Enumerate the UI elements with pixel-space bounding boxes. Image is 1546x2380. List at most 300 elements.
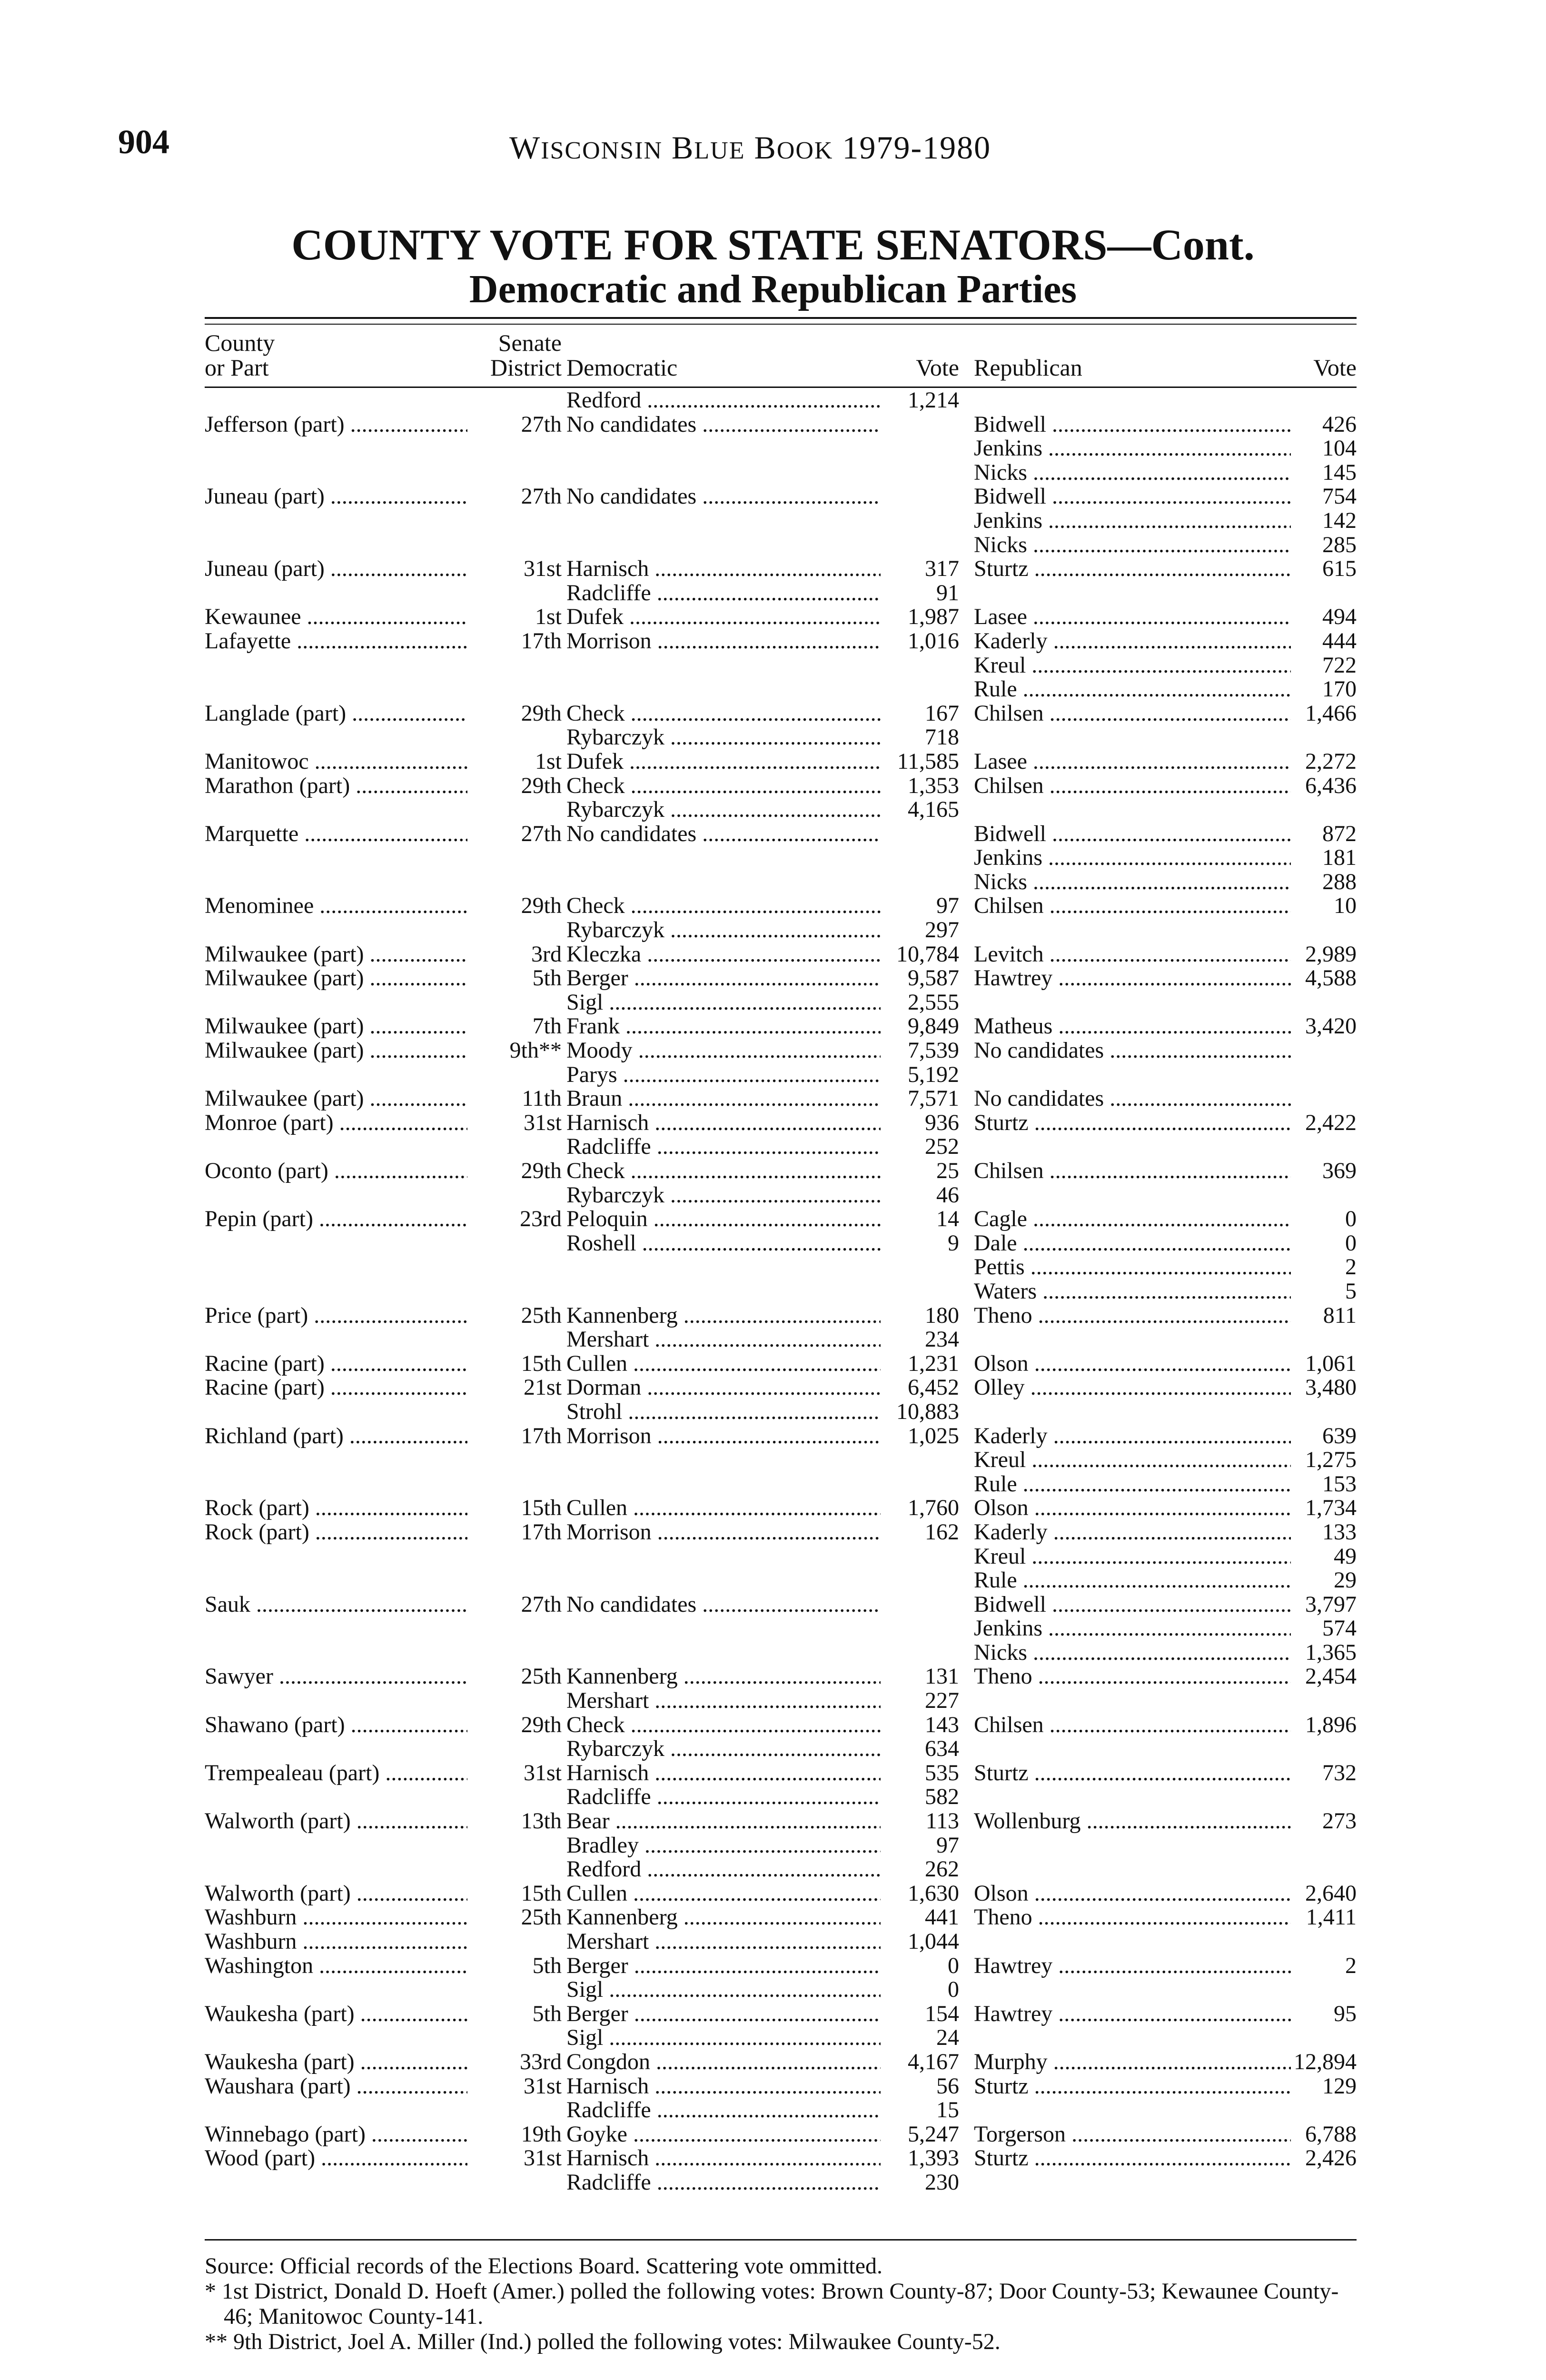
republican-candidate — [974, 461, 1291, 485]
district-cell — [467, 1593, 562, 1617]
democratic-candidate-text: Kannenberg ..... — [566, 1905, 881, 1930]
republican-vote — [1291, 1713, 1357, 1737]
footnote-2: ** 9th District, Joel A. Miller (Ind.) polled the following votes: Milwaukee County-52. — [205, 2329, 1001, 2354]
democratic-vote-text: 441 — [925, 1905, 959, 1930]
district-cell-text: 27th — [521, 485, 562, 509]
democratic-vote-text: 7,539 — [908, 1039, 959, 1063]
county-cell-text: Marquette ..... — [205, 822, 467, 846]
republican-candidate-text: Lasee ..... — [974, 605, 1291, 629]
county-cell — [205, 413, 467, 437]
democratic-vote — [881, 1063, 959, 1087]
republican-vote — [1291, 1905, 1357, 1930]
democratic-candidate — [566, 1496, 881, 1520]
democratic-candidate-text: Berger ..... — [566, 2002, 881, 2026]
republican-vote — [1291, 2122, 1357, 2147]
democratic-candidate-text: Mershart ..... — [566, 1328, 881, 1352]
democratic-vote — [881, 1857, 959, 1882]
democratic-vote-text: 1,630 — [908, 1881, 959, 1906]
district-cell — [467, 2074, 562, 2099]
democratic-vote — [881, 2074, 959, 2099]
table-row — [205, 1279, 1357, 1304]
district-cell — [467, 413, 562, 437]
democratic-vote-text: 1,016 — [908, 629, 959, 654]
republican-vote — [1291, 822, 1357, 846]
county-cell-text: Rock (part) ..... — [205, 1496, 467, 1520]
republican-candidate-text: Chilsen ..... — [974, 1159, 1291, 1183]
republican-vote — [1291, 1809, 1357, 1834]
district-cell — [467, 1111, 562, 1135]
democratic-vote-text: 113 — [925, 1809, 959, 1834]
democratic-vote — [881, 1087, 959, 1111]
democratic-candidate-text: Roshell ..... — [566, 1231, 881, 1256]
table-row — [205, 702, 1357, 726]
democratic-vote-text: 1,353 — [908, 774, 959, 798]
table-body — [205, 388, 1357, 2195]
republican-candidate — [974, 629, 1291, 654]
republican-vote-text: 6,436 — [1305, 774, 1357, 798]
district-cell — [467, 1087, 562, 1111]
democratic-candidate-text: Radcliffe ..... — [566, 2171, 881, 2195]
district-cell — [467, 1665, 562, 1689]
county-cell-text: Pepin (part) ..... — [205, 1207, 467, 1231]
republican-candidate — [974, 2122, 1291, 2147]
democratic-vote-text: 5,192 — [908, 1062, 959, 1087]
republican-candidate — [974, 1376, 1291, 1400]
republican-candidate — [974, 702, 1291, 726]
republican-vote-text: 142 — [1322, 508, 1357, 533]
county-cell — [205, 750, 467, 774]
table-row — [205, 2122, 1357, 2147]
democratic-vote-text: 582 — [925, 1785, 959, 1810]
republican-candidate-text: Lasee ..... — [974, 750, 1291, 774]
county-cell — [205, 605, 467, 629]
democratic-candidate — [566, 942, 881, 967]
county-cell-text: Langlade (part) ..... — [205, 702, 467, 726]
county-cell-text: Waushara (part) ..... — [205, 2074, 467, 2099]
district-cell-text: 29th — [521, 774, 562, 798]
source-notes — [205, 2253, 1366, 2354]
table-row — [205, 461, 1357, 485]
democratic-candidate — [566, 388, 881, 413]
republican-candidate-text: Theno ..... — [974, 1665, 1291, 1689]
table-row — [205, 533, 1357, 557]
republican-candidate-text: Bidwell ..... — [974, 413, 1291, 437]
county-cell-text: Manitowoc ..... — [205, 750, 467, 774]
county-cell — [205, 629, 467, 654]
democratic-candidate — [566, 581, 881, 605]
county-cell — [205, 1039, 467, 1063]
county-cell-text: Trempealeau (part) ..... — [205, 1761, 467, 1785]
county-cell — [205, 485, 467, 509]
republican-candidate — [974, 1207, 1291, 1231]
county-cell — [205, 2074, 467, 2099]
republican-candidate — [974, 894, 1291, 918]
democratic-candidate-text: Dufek ..... — [566, 750, 881, 774]
district-cell — [467, 1376, 562, 1400]
republican-vote-text: 426 — [1322, 412, 1357, 437]
county-cell — [205, 1352, 467, 1376]
republican-candidate — [974, 1424, 1291, 1448]
county-cell — [205, 702, 467, 726]
district-cell — [467, 1039, 562, 1063]
republican-candidate-text: Sturtz ..... — [974, 1761, 1291, 1785]
democratic-candidate — [566, 1665, 881, 1689]
county-cell — [205, 1665, 467, 1689]
table-row — [205, 1930, 1357, 1954]
democratic-candidate — [566, 1183, 881, 1208]
county-cell-text: Racine (part) ..... — [205, 1352, 467, 1376]
democratic-candidate — [566, 1014, 881, 1039]
democratic-vote-text: 143 — [925, 1713, 959, 1737]
table-row — [205, 1520, 1357, 1545]
democratic-vote-text: 230 — [925, 2170, 959, 2195]
district-cell-text: 27th — [521, 1592, 562, 1617]
republican-candidate-text: Sturtz ..... — [974, 1111, 1291, 1135]
table-row — [205, 388, 1357, 413]
republican-vote-text: 444 — [1322, 629, 1357, 654]
county-cell-text: Milwaukee (part) ..... — [205, 1087, 467, 1111]
republican-candidate — [974, 557, 1291, 581]
democratic-candidate-text: No candidates ..... — [566, 1593, 881, 1617]
republican-candidate — [974, 1665, 1291, 1689]
democratic-vote — [881, 1930, 959, 1954]
democratic-candidate-text: No candidates ..... — [566, 485, 881, 509]
district-cell-text: 5th — [532, 2002, 562, 2026]
democratic-vote-text: 2,555 — [908, 990, 959, 1015]
republican-candidate — [974, 1954, 1291, 1978]
republican-candidate-text: Matheus ..... — [974, 1014, 1291, 1039]
table-row — [205, 942, 1357, 967]
democratic-candidate-text: Rybarczyk ..... — [566, 918, 881, 942]
democratic-vote — [881, 1496, 959, 1520]
republican-candidate — [974, 1713, 1291, 1737]
table-row — [205, 413, 1357, 437]
republican-candidate-text: Dale ..... — [974, 1231, 1291, 1256]
democratic-candidate — [566, 1978, 881, 2002]
republican-vote — [1291, 629, 1357, 654]
county-cell — [205, 2146, 467, 2171]
republican-vote — [1291, 2002, 1357, 2026]
democratic-vote-text: 4,165 — [908, 798, 959, 822]
republican-vote — [1291, 485, 1357, 509]
district-cell — [467, 1496, 562, 1520]
table-row — [205, 1689, 1357, 1713]
republican-candidate — [974, 1014, 1291, 1039]
democratic-candidate — [566, 2026, 881, 2050]
county-cell — [205, 1593, 467, 1617]
county-cell — [205, 942, 467, 967]
republican-vote-text: 574 — [1322, 1616, 1357, 1641]
county-cell — [205, 1905, 467, 1930]
table-row — [205, 1882, 1357, 1906]
county-cell-text: Sauk ..... — [205, 1593, 467, 1617]
republican-candidate — [974, 654, 1291, 678]
democratic-candidate — [566, 2146, 881, 2171]
democratic-candidate-text: Radcliffe ..... — [566, 1135, 881, 1159]
republican-vote — [1291, 1424, 1357, 1448]
district-cell-text: 31st — [523, 2074, 562, 2099]
republican-candidate — [974, 413, 1291, 437]
democratic-vote-text: 162 — [925, 1520, 959, 1545]
table-row — [205, 966, 1357, 991]
header-democratic: Democratic — [566, 354, 678, 381]
democratic-vote — [881, 1328, 959, 1352]
republican-vote-text: 285 — [1322, 533, 1357, 557]
democratic-candidate-text: Congdon ..... — [566, 2050, 881, 2074]
democratic-candidate-text: Bradley ..... — [566, 1834, 881, 1858]
county-cell-text: Milwaukee (part) ..... — [205, 942, 467, 967]
democratic-candidate — [566, 1593, 881, 1617]
republican-candidate — [974, 2146, 1291, 2171]
republican-candidate — [974, 966, 1291, 991]
county-cell — [205, 1761, 467, 1785]
bottom-rule — [205, 2239, 1357, 2241]
republican-candidate — [974, 1039, 1291, 1063]
county-cell-text: Washburn ..... — [205, 1930, 467, 1954]
district-cell-text: 5th — [532, 1954, 562, 1978]
democratic-candidate — [566, 605, 881, 629]
republican-vote — [1291, 1207, 1357, 1231]
republican-vote-text: 1,734 — [1305, 1496, 1357, 1520]
democratic-candidate — [566, 1930, 881, 1954]
county-cell-text: Racine (part) ..... — [205, 1376, 467, 1400]
republican-candidate-text: Cagle ..... — [974, 1207, 1291, 1231]
table-row — [205, 677, 1357, 702]
democratic-vote-text: 9,587 — [908, 966, 959, 991]
democratic-candidate — [566, 894, 881, 918]
republican-candidate — [974, 1472, 1291, 1497]
republican-vote-text: 2,454 — [1305, 1665, 1357, 1689]
democratic-candidate-text: Harnisch ..... — [566, 557, 881, 581]
democratic-candidate-text: Moody ..... — [566, 1039, 881, 1063]
democratic-vote — [881, 1159, 959, 1183]
democratic-vote — [881, 388, 959, 413]
republican-vote-text: 2,272 — [1305, 749, 1357, 774]
table-row — [205, 1568, 1357, 1593]
republican-vote — [1291, 413, 1357, 437]
table-row — [205, 1545, 1357, 1569]
district-cell-text: 31st — [523, 557, 562, 581]
district-cell-text: 29th — [521, 1159, 562, 1183]
democratic-candidate — [566, 1424, 881, 1448]
democratic-candidate-text: Check ..... — [566, 1159, 881, 1183]
table-row — [205, 798, 1357, 822]
democratic-vote — [881, 1400, 959, 1424]
republican-vote-text: 10 — [1334, 894, 1357, 919]
district-cell — [467, 2002, 562, 2026]
democratic-candidate-text: No candidates ..... — [566, 822, 881, 846]
republican-vote-text: 104 — [1322, 436, 1357, 461]
republican-vote-text: 2,989 — [1305, 942, 1357, 967]
democratic-vote-text: 10,784 — [896, 942, 959, 967]
democratic-candidate-text: Check ..... — [566, 702, 881, 726]
democratic-vote — [881, 605, 959, 629]
republican-candidate-text: Jenkins ..... — [974, 1616, 1291, 1641]
republican-candidate — [974, 1520, 1291, 1545]
democratic-candidate — [566, 1135, 881, 1159]
republican-vote-text: 133 — [1322, 1520, 1357, 1545]
democratic-candidate — [566, 1328, 881, 1352]
district-cell-text: 29th — [521, 701, 562, 726]
table-row — [205, 2074, 1357, 2099]
republican-vote-text: 2,426 — [1305, 2146, 1357, 2171]
republican-vote-text: 2 — [1345, 1954, 1357, 1978]
democratic-vote-text: 10,883 — [896, 1399, 959, 1424]
democratic-candidate-text: Rybarczyk ..... — [566, 798, 881, 822]
republican-candidate-text: Murphy ..... — [974, 2050, 1291, 2074]
democratic-vote — [881, 2026, 959, 2050]
district-cell — [467, 702, 562, 726]
republican-candidate-text: Rule ..... — [974, 677, 1291, 702]
county-cell-text: Milwaukee (part) ..... — [205, 966, 467, 991]
democratic-candidate — [566, 485, 881, 509]
democratic-vote-text: 1,044 — [908, 1930, 959, 1954]
republican-vote-text: 1,896 — [1305, 1713, 1357, 1737]
democratic-candidate — [566, 2002, 881, 2026]
district-cell-text: 15th — [521, 1881, 562, 1906]
democratic-candidate — [566, 2074, 881, 2099]
republican-vote — [1291, 702, 1357, 726]
district-cell — [467, 1761, 562, 1785]
republican-vote-text: 1,275 — [1305, 1448, 1357, 1472]
table-header — [205, 328, 1357, 388]
republican-vote — [1291, 1231, 1357, 1256]
democratic-candidate — [566, 822, 881, 846]
democratic-candidate-text: Berger ..... — [566, 966, 881, 991]
republican-vote — [1291, 605, 1357, 629]
table-row — [205, 1159, 1357, 1183]
county-cell-text: Walworth (part) ..... — [205, 1882, 467, 1906]
democratic-vote-text: 1,393 — [908, 2146, 959, 2171]
republican-candidate-text: Theno ..... — [974, 1304, 1291, 1328]
republican-vote — [1291, 677, 1357, 702]
democratic-candidate — [566, 2098, 881, 2122]
county-cell-text: Waukesha (part) ..... — [205, 2002, 467, 2026]
republican-candidate-text: Hawtrey ..... — [974, 966, 1291, 991]
district-cell — [467, 942, 562, 967]
democratic-vote — [881, 1809, 959, 1834]
republican-candidate-text: Chilsen ..... — [974, 1713, 1291, 1737]
district-cell — [467, 2146, 562, 2171]
district-cell-text: 21st — [523, 1376, 562, 1400]
democratic-vote — [881, 629, 959, 654]
county-cell — [205, 2122, 467, 2147]
democratic-vote — [881, 1304, 959, 1328]
table-row — [205, 436, 1357, 461]
democratic-candidate — [566, 1063, 881, 1087]
header-district-2: District — [490, 354, 562, 381]
republican-vote — [1291, 1593, 1357, 1617]
democratic-vote-text: 718 — [925, 725, 959, 750]
table-row — [205, 2026, 1357, 2050]
democratic-vote — [881, 1039, 959, 1063]
republican-vote — [1291, 1545, 1357, 1569]
republican-candidate-text: Theno ..... — [974, 1905, 1291, 1930]
republican-candidate — [974, 1882, 1291, 1906]
democratic-vote-text: 252 — [925, 1135, 959, 1159]
democratic-candidate — [566, 1882, 881, 1906]
republican-candidate-text: Chilsen ..... — [974, 774, 1291, 798]
democratic-vote-text: 14 — [936, 1207, 959, 1231]
democratic-vote — [881, 702, 959, 726]
democratic-candidate — [566, 1352, 881, 1376]
republican-vote-text: 1,365 — [1305, 1640, 1357, 1665]
democratic-vote-text: 1,214 — [908, 388, 959, 413]
district-cell — [467, 605, 562, 629]
republican-vote-text: 12,894 — [1294, 2050, 1357, 2074]
democratic-vote-text: 262 — [925, 1857, 959, 1882]
county-cell-text: Marathon (part) ..... — [205, 774, 467, 798]
republican-vote — [1291, 966, 1357, 991]
county-cell-text: Menominee ..... — [205, 894, 467, 918]
county-cell-text: Oconto (part) ..... — [205, 1159, 467, 1183]
democratic-vote-text: 1,025 — [908, 1424, 959, 1448]
republican-vote — [1291, 1496, 1357, 1520]
table-row — [205, 605, 1357, 629]
republican-candidate — [974, 1231, 1291, 1256]
republican-vote — [1291, 846, 1357, 870]
democratic-vote — [881, 966, 959, 991]
democratic-candidate — [566, 798, 881, 822]
republican-candidate — [974, 1641, 1291, 1665]
democratic-candidate — [566, 1905, 881, 1930]
democratic-candidate — [566, 1520, 881, 1545]
county-cell — [205, 822, 467, 846]
district-cell — [467, 1905, 562, 1930]
republican-vote-text: 181 — [1322, 846, 1357, 870]
republican-candidate — [974, 1809, 1291, 1834]
republican-vote-text: 145 — [1322, 460, 1357, 485]
republican-vote — [1291, 942, 1357, 967]
county-cell-text: Rock (part) ..... — [205, 1520, 467, 1545]
republican-candidate — [974, 1545, 1291, 1569]
democratic-candidate — [566, 629, 881, 654]
democratic-vote — [881, 1376, 959, 1400]
democratic-candidate — [566, 1231, 881, 1256]
table-row — [205, 846, 1357, 870]
table-row — [205, 557, 1357, 581]
democratic-vote-text: 297 — [925, 918, 959, 942]
county-cell — [205, 1111, 467, 1135]
democratic-candidate — [566, 918, 881, 942]
democratic-candidate-text: Dorman ..... — [566, 1376, 881, 1400]
republican-vote-text: 0 — [1345, 1207, 1357, 1231]
republican-candidate — [974, 509, 1291, 533]
democratic-candidate — [566, 1689, 881, 1713]
county-cell — [205, 1304, 467, 1328]
republican-vote — [1291, 1568, 1357, 1593]
district-cell-text: 13th — [521, 1809, 562, 1834]
table-row — [205, 1304, 1357, 1328]
republican-candidate-text: Wollenburg ..... — [974, 1809, 1291, 1834]
county-cell — [205, 1014, 467, 1039]
table-row — [205, 2146, 1357, 2171]
democratic-vote-text: 154 — [925, 2002, 959, 2026]
republican-candidate-text: Nicks ..... — [974, 1641, 1291, 1665]
republican-vote — [1291, 2074, 1357, 2099]
democratic-vote-text: 0 — [948, 1978, 959, 2002]
district-cell — [467, 1809, 562, 1834]
democratic-candidate-text: No candidates ..... — [566, 413, 881, 437]
republican-candidate-text: No candidates ..... — [974, 1039, 1291, 1063]
district-cell-text: 31st — [523, 1111, 562, 1135]
table-row — [205, 1111, 1357, 1135]
democratic-candidate-text: Rybarczyk ..... — [566, 1737, 881, 1761]
table-row — [205, 2098, 1357, 2122]
district-cell — [467, 966, 562, 991]
democratic-vote — [881, 1665, 959, 1689]
republican-vote — [1291, 1472, 1357, 1497]
